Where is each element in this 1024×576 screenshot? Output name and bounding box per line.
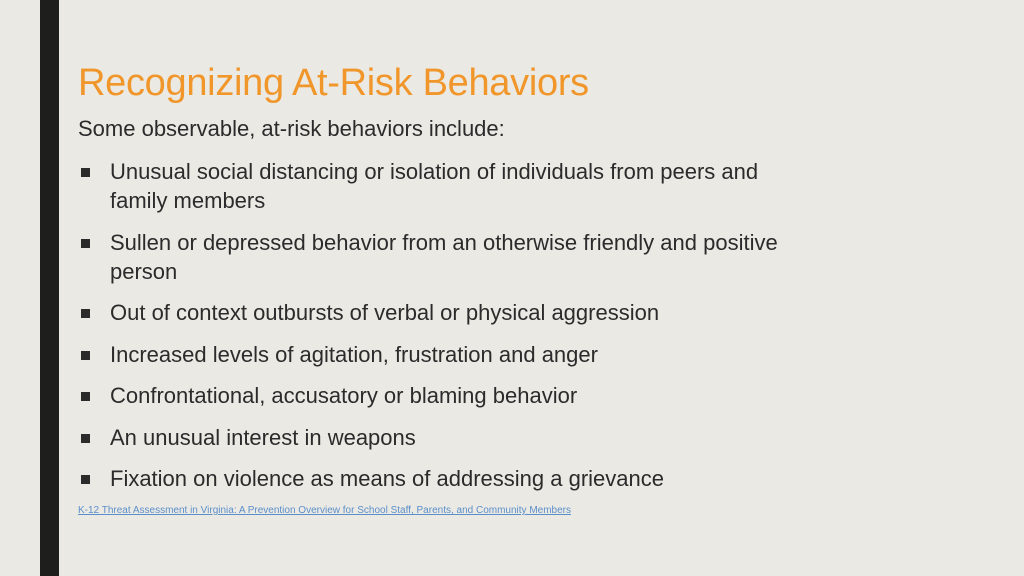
list-item <box>78 423 818 452</box>
list-item <box>78 340 818 369</box>
square-bullet-icon <box>81 434 90 443</box>
bullet-text: Out of context outbursts of verbal or physical aggression <box>110 300 660 325</box>
square-bullet-icon <box>81 309 90 318</box>
square-bullet-icon <box>81 168 90 177</box>
slide-title: Recognizing At-Risk Behaviors <box>78 62 589 104</box>
list-item <box>78 381 818 410</box>
square-bullet-icon <box>81 392 90 401</box>
bullet-text: Fixation on violence as means of addressing a grievance <box>110 466 664 491</box>
square-bullet-icon <box>81 239 90 248</box>
bullet-text: Unusual social distancing or isolation of individuals from peers and family members <box>110 159 759 213</box>
list-item <box>78 228 818 286</box>
list-item <box>78 298 818 327</box>
slide-intro: Some observable, at-risk behaviors include: <box>78 116 505 141</box>
bullet-text: Confrontational, accusatory or blaming behavior <box>110 383 578 408</box>
bullet-text: An unusual interest in weapons <box>110 424 416 450</box>
square-bullet-icon <box>81 351 90 360</box>
source-reference-link[interactable]: K-12 Threat Assessment in Virginia: A Prevention Overview for School Staff, Parents, and Community Members <box>78 505 572 516</box>
left-accent-bar <box>40 0 59 576</box>
bullet-text: Increased levels of agitation, frustration and anger <box>110 341 598 367</box>
list-item <box>78 464 818 493</box>
bullet-text: Sullen or depressed behavior from an otherwise friendly and positive person <box>110 229 778 284</box>
list-item <box>78 157 818 215</box>
bullet-list <box>78 157 818 506</box>
square-bullet-icon <box>81 475 90 484</box>
